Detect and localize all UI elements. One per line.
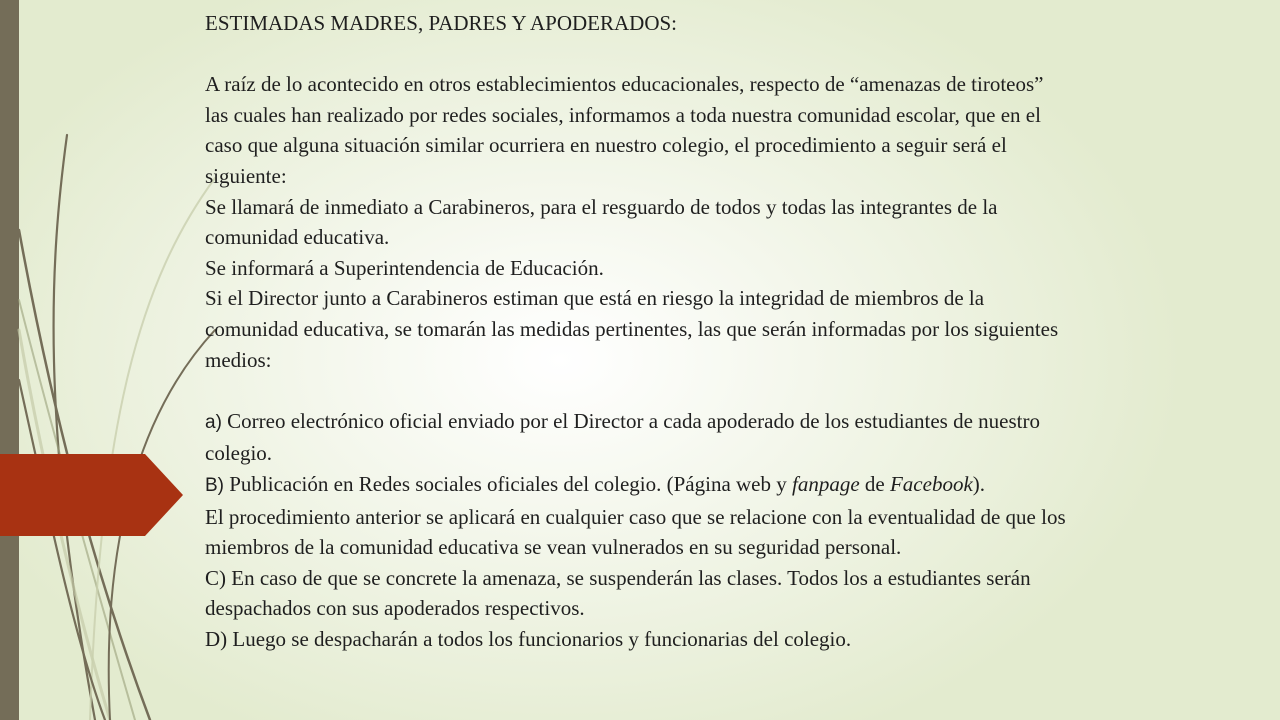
closing-line: despachados con sus apoderados respectivos. — [205, 596, 585, 621]
closing-line: D) Luego se despacharán a todos los funcionarios y funcionarias del colegio. — [205, 626, 852, 651]
closing-line: El procedimiento anterior se aplicará en cualquier caso que se relacione con la eventualidad de que los — [205, 504, 1066, 529]
intro-line: A raíz de lo acontecido en otros establecimientos educacionales, respecto de “amenazas de tiroteos” — [205, 72, 1044, 97]
intro-line: caso que alguna situación similar ocurriera en nuestro colegio, el procedimiento a seguir será el — [205, 133, 1007, 158]
intro-line: Si el Director junto a Carabineros estiman que está en riesgo la integridad de miembros de la — [205, 286, 985, 311]
slide-heading: ESTIMADAS MADRES, PADRES Y APODERADOS: — [205, 11, 678, 35]
slide-body — [205, 8, 1205, 654]
red-arrow-shape — [0, 454, 183, 536]
intro-line: comunidad educativa, se tomarán las medidas pertinentes, las que serán informadas por los siguientes — [205, 316, 1059, 341]
list-marker: a) — [205, 411, 222, 433]
list-item-b: B) Publicación en Redes sociales oficiales del colegio. (Página web y fanpage de Facebook). — [205, 471, 986, 496]
closing-line: C) En caso de que se concrete la amenaza, se suspenderán las clases. Todos los a estudiantes serán — [205, 565, 1031, 590]
list-item-a-cont: colegio. — [205, 441, 273, 466]
intro-line: comunidad educativa. — [205, 225, 390, 250]
intro-line: Se llamará de inmediato a Carabineros, para el resguardo de todos y todas las integrantes de la — [205, 194, 998, 219]
closing-line: miembros de la comunidad educativa se vean vulnerados en su seguridad personal. — [205, 535, 902, 560]
intro-line: Se informará a Superintendencia de Educación. — [205, 255, 604, 280]
intro-line: siguiente: — [205, 163, 287, 188]
list-item-a: a) Correo electrónico oficial enviado por el Director a cada apoderado de los estudiantes de nuestro — [205, 408, 1040, 433]
list-marker: B) — [205, 474, 224, 496]
intro-line: medios: — [205, 347, 272, 372]
intro-line: las cuales han realizado por redes sociales, informamos a toda nuestra comunidad escolar, que en el — [205, 102, 1041, 127]
